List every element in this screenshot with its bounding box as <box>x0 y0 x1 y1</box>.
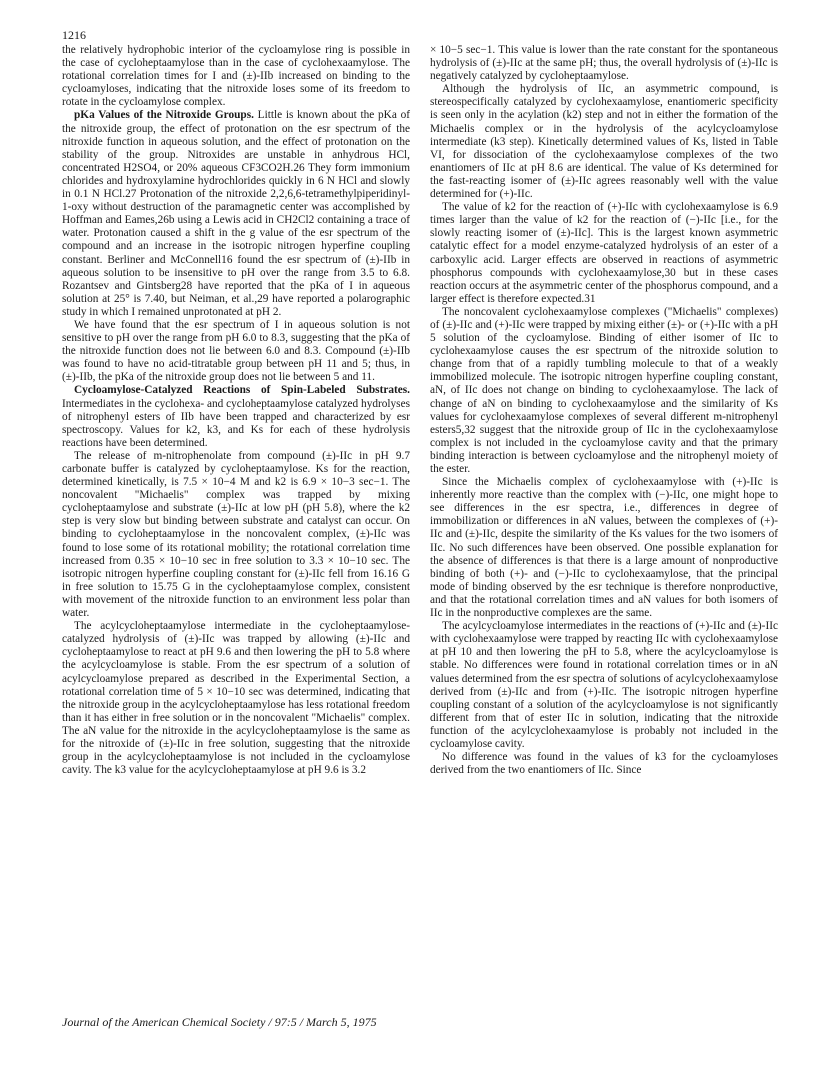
paragraph: The value of k2 for the reaction of (+)-IIc with cyclohexaamylose is 6.9 times larger than the value of k2 for the reaction of (−)-IIc [i.e., for the slowly reacting isomer of (±)-IIc]. This is the largest known asymmetric catalytic effect for a model enzyme-catalyzed hydrolysis of an ester of a carboxylic acid. Larger effects are observed in reactions of asymmetric phosphorus compounds with cyclohexaamylose,30 but in these cases reaction occurs at the asymmetric center of the phosphorus compound, and a larger effect is therefore expected.31 <box>430 201 778 305</box>
paragraph: The noncovalent cyclohexaamylose complexes ("Michaelis" complexes) of (±)-IIc and (+)-IIc were trapped by mixing either (±)- or (+)-IIc with a pH 5 solution of the cycloamylose. Binding of either isomer of IIc to cyclohexaamylose causes the esr spectrum of the nitroxide solution to change from that of a rapidly tumbling molecule to that of a weakly immobilized molecule. The isotropic nitrogen hyperfine coupling constant, aN, of IIc does not change on binding to cyclohexaamylose. The lack of change of aN on binding to cyclohexaamylose and the similarity of Ks values for cyclohexaamylose complexes of several different m-nitrophenyl esters5,32 suggest that the nitroxide group of IIc in the cyclohexaamylose complex is not included in the cycloamylose cavity and that the primary binding interaction is between cycloamylose and the nitrophenyl moiety of the ester. <box>430 305 778 475</box>
paragraph: The release of m-nitrophenolate from compound (±)-IIc in pH 9.7 carbonate buffer is catalyzed by cycloheptaamylose. Ks for the reaction, determined kinetically, is 7.5 × 10−4 M and k2 is 6.9 × 10−3 sec−1. The noncovalent "Michaelis" complex was trapped by mixing cycloheptaamylose and substrate (±)-IIc at low pH (pH 5.8), where the k2 step is very slow but binding between substrate and catalyst can occur. On binding to cycloheptaamylose in the noncovalent complex, (±)-IIc was found to lose some of its rotational mobility; the rotational correlation time increased from 0.35 × 10−10 sec in free solution to 3.3 × 10−10 sec. The isotropic nitrogen hyperfine coupling constant for (±)-IIc fell from 16.16 G in free solution to 15.75 G in the cycloheptaamylose complex, consistent with movement of the nitroxide function to an environment less polar than water. <box>62 449 410 620</box>
right-column <box>430 44 778 777</box>
paragraph: Although the hydrolysis of IIc, an asymmetric compound, is stereospecifically catalyzed by cyclohexaamylose, enantiomeric specificity is seen only in the acylation (k2) step and not in either the formation of the Michaelis complex or in the hydrolysis of the acylcycloamylose intermediate (k3 step). Kinetically determined values of Ks, listed in Table VI, for dissociation of the cyclohexaamylose complexes of the two enantiomers of IIc at pH 8.6 are identical. The value of Ks determined for the fast-reacting isomer of (±)-IIc agrees reasonably well with the value determined for (+)-IIc. <box>430 83 778 201</box>
left-column <box>62 44 410 777</box>
paragraph: pKa Values of the Nitroxide Groups. Little is known about the pKa of the nitroxide group, the effect of protonation on the esr spectrum of the nitroxide function in aqueous solution, and the effect of protonation on the stability of the group. Nitroxides are unstable in anhydrous HCl, concentrated H2SO4, or 20% aqueous CF3CO2H.26 They form immonium chlorides and hydroxylamine hydrochlorides quickly in 6 N HCl and slowly in 0.1 N HCl.27 Protonation of the nitroxide 2,2,6,6-tetramethylpiperidinyl-1-oxy without destruction of the paramagnetic center was accomplished by Hoffman and Eames,26b using a Lewis acid in CH2Cl2 containing a trace of water. Protonation caused a shift in the g value of the esr spectrum of the compound and an increase in the isotropic nitrogen hyperfine coupling constant. Berliner and McConnell16 found the esr spectrum of (±)-IIb in aqueous solution to be insensitive to pH over the range from 3.5 to 6.8. Rozantsev and Gintsberg28 have reported that the pKa of I in aqueous solution at 25° is 7.40, but Neiman, et al.,29 have reported a polarographic study in which I remained unprotonated at pH 2. <box>62 109 410 318</box>
paragraph: We have found that the esr spectrum of I in aqueous solution is not sensitive to pH over the range from pH 6.0 to 8.3, suggesting that the pKa of the nitroxide function does not lie between 6.0 and 8.3. Compound (±)-IIb was found to have no acid-titratable group between pH 11 and 5; thus, in (±)-IIb, the pKa of the nitroxide group does not lie between 5 and 11. <box>62 318 410 384</box>
page-number: 1216 <box>62 28 86 42</box>
paragraph: Since the Michaelis complex of cyclohexaamylose with (+)-IIc is inherently more reactive than the complex with (−)-IIc, one might hope to see differences in the esr spectra, i.e., differences in degree of immobilization or differences in aN values, between the complexes of (+)-IIc and (±)-IIc, despite the similarity of the Ks values for the two isomers of IIc. No such differences have been observed. One possible explanation for the absence of differences is that there is a large amount of nonproductive binding of both (+)- and (−)-IIc to cyclohexaamylose, that the principal mode of binding observed by the esr technique is therefore nonproductive, and that the rotational correlation times and aN values for both isomers of IIc in the nonproductive complexes are the same. <box>430 476 778 620</box>
paragraph: the relatively hydrophobic interior of the cycloamylose ring is possible in the case of cycloheptaamylose than in the case of cyclohexaamylose. The rotational correlation times for I and (±)-IIb increased on binding to the cycloamyloses, indicating that the nitroxide loses some of its freedom to rotate in the cycloamylose complex. <box>62 44 410 109</box>
paragraph: × 10−5 sec−1. This value is lower than the rate constant for the spontaneous hydrolysis of (±)-IIc at the same pH; thus, the overall hydrolysis of (±)-IIc is negatively catalyzed by cycloheptaamylose. <box>430 44 778 83</box>
paragraph: The acylcycloheptaamylose intermediate in the cycloheptaamylose-catalyzed hydrolysis of (±)-IIc was trapped by allowing (±)-IIc and cycloheptaamylose to react at pH 9.6 and then lowering the pH to 5.8 where the acylcycloamylose is stable. From the esr spectrum of a solution of acylcycloamylose prepared as described in the Experimental Section, a rotational correlation time of 5 × 10−10 sec was determined, indicating that the nitroxide group in the acylcycloheptaamylose has less rotational freedom than it has either in free solution or in the noncovalent "Michaelis" complex. The aN value for the nitroxide in the acylcycloheptaamylose is the same as for the nitroxide of (±)-IIc in free solution, suggesting that the nitroxide group in the acylcycloheptaamylose is not included in the cycloamylose cavity. The k3 value for the acylcycloheptaamylose at pH 9.6 is 3.2 <box>62 620 410 777</box>
paragraph: No difference was found in the values of k3 for the cycloamyloses derived from the two enantiomers of IIc. Since <box>430 751 778 777</box>
journal-footer: Journal of the American Chemical Society / 97:5 / March 5, 1975 <box>62 1015 377 1029</box>
section-heading: Cycloamylose-Catalyzed Reactions of Spin-Labeled Substrates. <box>74 384 410 397</box>
paragraph: The acylcycloamylose intermediates in the reactions of (+)-IIc and (±)-IIc with cyclohexaamylose were trapped by reacting IIc with cyclohexaamylose at pH 10 and then lowering the pH to 5.8, where the acylcycloamylose is stable. No differences were found in rotational correlation times or in aN values determined from the esr spectra of solutions of acylcyclohexaamylose derived from (±)-IIc and from (+)-IIc. The isotropic nitrogen hyperfine coupling constant of a solution of the acylcycloamylose is not significantly different from that of ester IIc in solution, indicating that the nitroxide function of the acylcyclohexaamylose is probably not included in the cycloamylose cavity. <box>430 620 778 750</box>
section-heading: pKa Values of the Nitroxide Groups. <box>74 109 254 122</box>
paragraph: Cycloamylose-Catalyzed Reactions of Spin-Labeled Substrates. Intermediates in the cyclohexa- and cycloheptaamylose catalyzed hydrolyses of nitrophenyl esters of IIb have been trapped and characterized by esr spectroscopy. Values for k2, k3, and Ks for each of these hydrolysis reactions have been determined. <box>62 384 410 449</box>
